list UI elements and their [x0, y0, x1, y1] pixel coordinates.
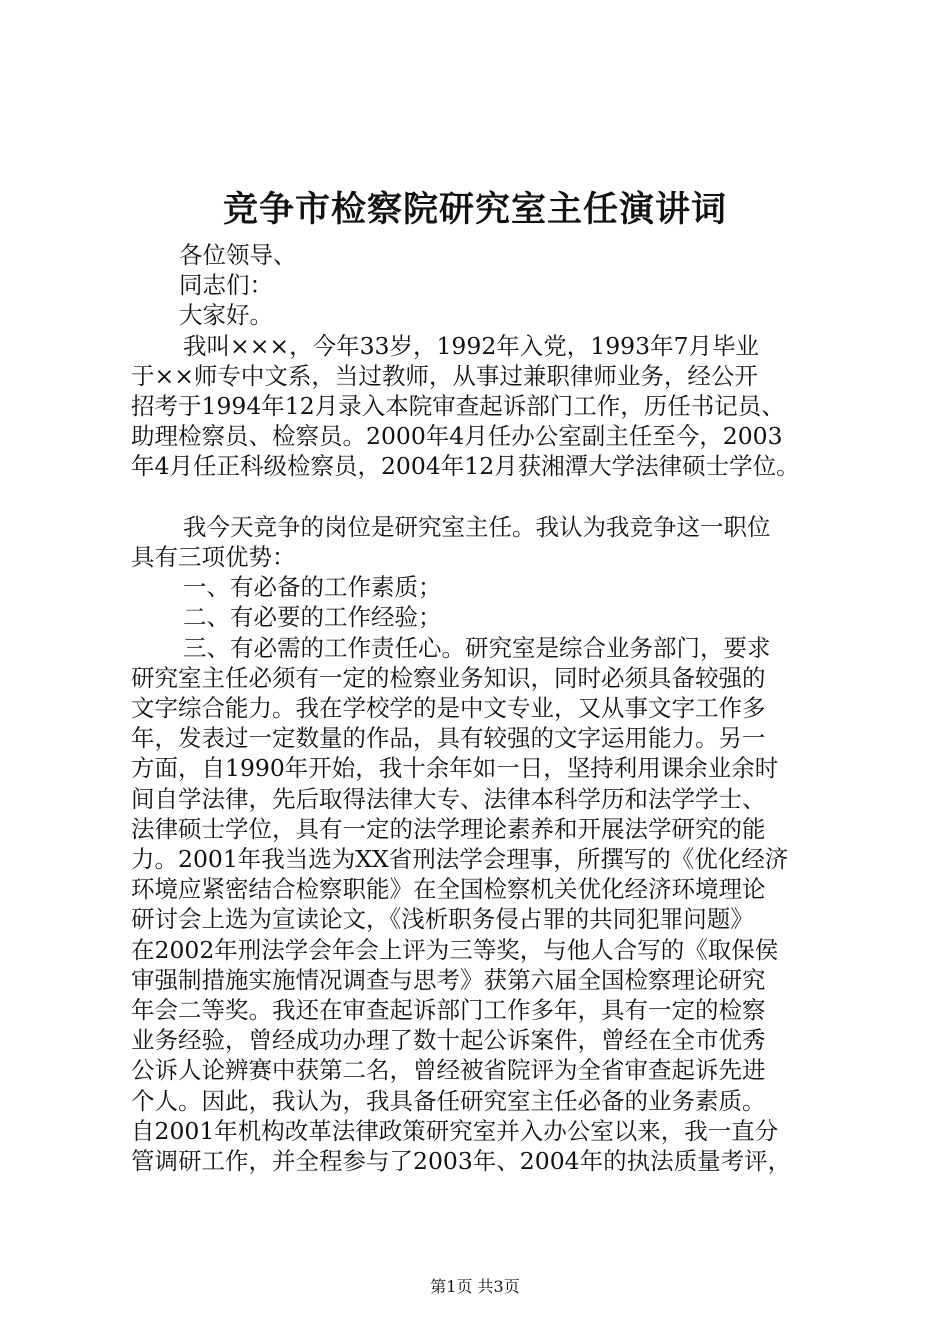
paragraph-line: 法律硕士学位，具有一定的法学理论素养和开展法学研究的能 [131, 814, 766, 843]
paragraph-line: 研究室主任必须有一定的检察业务知识，同时必须具备较强的 [131, 663, 766, 692]
list-item: 三、有必需的工作责任心。研究室是综合业务部门，要求 [183, 633, 771, 662]
salutation-line: 大家好。 [179, 301, 273, 330]
paragraph-line: 公诉人论辨赛中获第二名，曾经被省院评为全省审查起诉先进 [131, 1056, 766, 1085]
paragraph-line: 具有三项优势： [131, 543, 296, 572]
paragraph-line: 我今天竞争的岗位是研究室主任。我认为我竞争这一职位 [183, 512, 771, 541]
paragraph-line: 招考于1994年12月录入本院审查起诉部门工作，历任书记员、 [131, 392, 785, 421]
paragraph-line: 方面，自1990年开始，我十余年如一日，坚持利用课余业余时 [131, 754, 779, 783]
paragraph-line: 于××师专中文系，当过教师，从事过兼职律师业务，经公开 [131, 361, 758, 390]
list-item: 一、有必备的工作素质； [183, 573, 442, 602]
paragraph-line: 个人。因此，我认为，我具备任研究室主任必备的业务素质。 [131, 1086, 766, 1115]
paragraph-line: 文字综合能力。我在学校学的是中文专业，又从事文字工作多 [131, 694, 766, 723]
list-item: 二、有必要的工作经验； [183, 603, 442, 632]
paragraph-line: 在2002年刑法学会年会上评为三等奖，与他人合写的《取保侯 [131, 935, 779, 964]
paragraph-line: 力。2001年我当选为XX省刑法学会理事，所撰写的《优化经济 [131, 845, 789, 874]
paragraph-line: 审强制措施实施情况调查与思考》获第六届全国检察理论研究 [131, 965, 766, 994]
paragraph-line: 我叫×××，今年33岁，1992年入党，1993年7月毕业 [183, 331, 760, 360]
paragraph-line: 年会二等奖。我还在审查起诉部门工作多年，具有一定的检察 [131, 996, 766, 1025]
salutation-line: 各位领导、 [179, 241, 297, 269]
page-footer: 第1页 共3页 [430, 1277, 520, 1296]
paragraph-line: 环境应紧密结合检察职能》在全国检察机关优化经济环境理论 [131, 875, 766, 904]
paragraph-line: 研讨会上选为宣读论文，《浅析职务侵占罪的共同犯罪问题》 [131, 905, 754, 934]
paragraph-line: 助理检察员、检察员。2000年4月任办公室副主任至今，2003 [131, 422, 783, 451]
paragraph-gap [131, 482, 831, 512]
paragraph-line: 年4月任正科级检察员，2004年12月获湘潭大学法律硕士学位。 [131, 452, 800, 481]
document-body [131, 240, 831, 1176]
paragraph-line: 间自学法律，先后取得法律大专、法律本科学历和法学学士、 [131, 784, 766, 813]
paragraph-line: 业务经验，曾经成功办理了数十起公诉案件，曾经在全市优秀 [131, 1026, 766, 1055]
salutation-line: 同志们： [179, 271, 273, 300]
paragraph-line: 管调研工作，并全程参与了2003年、2004年的执法质量考评， [131, 1147, 792, 1176]
document-title: 竞争市检察院研究室主任演讲词 [222, 189, 727, 230]
paragraph-line: 自2001年机构改革法律政策研究室并入办公室以来，我一直分 [131, 1116, 779, 1145]
paragraph-line: 年，发表过一定数量的作品，具有较强的文字运用能力。另一 [131, 724, 766, 753]
